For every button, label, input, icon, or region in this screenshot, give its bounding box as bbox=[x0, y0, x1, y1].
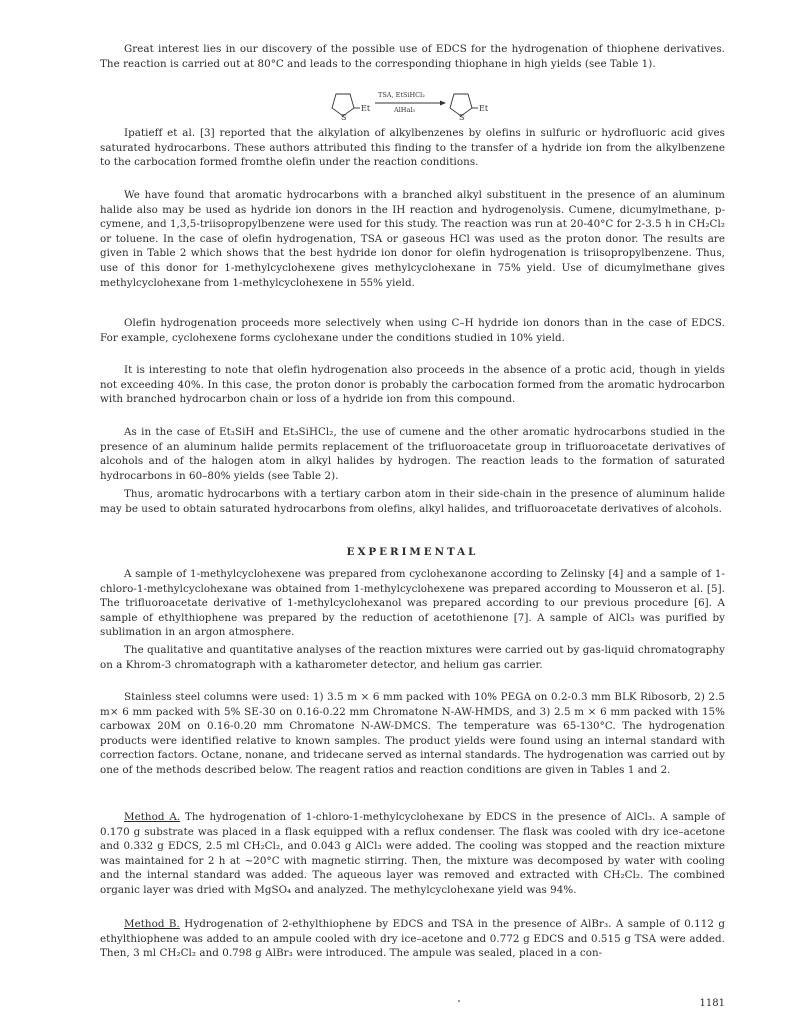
reagent-bottom-label: AlHal₃ bbox=[394, 106, 416, 114]
reaction-scheme bbox=[330, 88, 500, 122]
paragraph-columns: Stainless steel columns were used: 1) 3.5 m × 6 mm packed with 10% PEGA on 0.2-0.3 mm BLK Ribosorb, 2) 2.5 m× 6 mm packed with 5% SE-30 on 0.16-0.22 mm Chromatone N-AW-HMDS, and 3) 2.5 m × 6 mm packed with 15% carbowax 20M on 0.16-0.20 mm Chromatone N-AW-DMCS. The temperature was 65-130°C. The hydrogenation products were identified relative to known samples. The product yields were found using an internal standard with correction factors. Octane, nonane, and tridecane served as internal standards. The hydrogenation was carried out by one of the methods described below. The reagent ratios and reaction conditions are given in Tables 1 and 2. bbox=[100, 691, 725, 776]
reagent-top-label: TSA, EtSiHCl₂ bbox=[378, 91, 425, 99]
reaction-arrow bbox=[375, 91, 446, 114]
paragraph-trifluoroacetate: As in the case of Et₃SiH and Et₃SiHCl₂, the use of cumene and the other aromatic hydrocarbons studied in the presence of an aluminum halide permits replacement of the trifluoroacetate group in trifluoroacetate derivatives of alcohols and of the halogen atom in alkyl halides by hydrogen. The reaction leads to the formation of saturated hydrocarbons in 60–80% yields (see Table 2). bbox=[100, 426, 725, 482]
paragraph-method-b bbox=[100, 917, 725, 961]
paragraph-sample-preparation: A sample of 1-methylcyclohexene was prepared from cyclohexanone according to Zelinsky [4] and a sample of 1-chloro-1-methylcyclohexane was obtained from 1-methylcyclohexene was prepared according to Mousseron et al. [5]. The trifluoroacetate derivative of 1-methylcyclohexanol was prepared according to our previous procedure [6]. A sample of ethylthiophene was prepared by the reduction of acetothienone [7]. A sample of AlCl₃ was purified by sublimation in an argon atmosphere. bbox=[100, 568, 725, 639]
paragraph-method-a bbox=[100, 810, 725, 898]
paragraph-no-protic-acid: It is interesting to note that olefin hydrogenation also proceeds in the absence of a protic acid, though in yields not exceeding 40%. In this case, the proton donor is probably the carbocation formed from the aromatic hydrocarbon with branched hydrocarbon chain or loss of a hydride ion from this compound. bbox=[100, 364, 725, 406]
paragraph-thiophene-hydrogenation: Great interest lies in our discovery of the possible use of EDCS for the hydrogenation of thiophene derivatives. The reaction is carried out at 80°C and leads to the corresponding thiophane in high yields (see Table 1). bbox=[100, 43, 725, 70]
scan-speck bbox=[458, 1000, 460, 1002]
sulfur-atom-left: S bbox=[341, 113, 347, 122]
page-number: 1181 bbox=[699, 998, 725, 1009]
paragraph-olefin-selectivity: Olefin hydrogenation proceeds more selectively when using C–H hydride ion donors than in the case of EDCS. For example, cyclohexene forms cyclohexane under the conditions studied in 10% yield. bbox=[100, 317, 725, 344]
sulfur-atom-right: S bbox=[459, 113, 465, 122]
method-b-title: Method B. bbox=[124, 918, 180, 930]
paragraph-ipatieff: Ipatieff et al. [3] reported that the alkylation of alkylbenzenes by olefins in sulfuric or hydrofluoric acid gives saturated hydrocarbons. These authors attributed this finding to the transfer of a hydride ion from the alkylbenzene to the carbocation formed fromthe olefin under the reaction conditions. bbox=[100, 127, 725, 169]
ethyl-right: Et bbox=[479, 104, 489, 113]
thiophane-ring-right bbox=[450, 94, 489, 122]
method-a-text: The hydrogenation of 1-chloro-1-methylcyclohexane by EDCS in the presence of AlCl₃. A sample of 0.170 g substrate was placed in a flask equipped with a reflux condenser. The flask was cooled with dry ice–acetone and 0.332 g EDCS, 2.5 ml CH₂Cl₂, and 0.043 g AlCl₃ were added. The cooling was stopped and the reaction mixture was maintained for 2 h at ∼20°C with magnetic stirring. Then, the mixture was decomposed by water with cooling and the internal standard was added. The aqueous layer was removed and extracted with CH₂Cl₂. The combined organic layer was dried with MgSO₄ and analyzed. The methylcyclohexane yield was 94%. bbox=[100, 811, 725, 896]
paragraph-analysis: The qualitative and quantitative analyses of the reaction mixtures were carried out by gas-liquid chromatography on a Khrom-3 chromatograph with a katharometer detector, and helium gas carrier. bbox=[100, 644, 725, 671]
ethyl-left: Et bbox=[361, 104, 371, 113]
paragraph-aromatic-donors: We have found that aromatic hydrocarbons with a branched alkyl substituent in the presence of an aluminum halide also may be used as hydride ion donors in the IH reaction and hydrogenolysis. Cumene, dicumylmethane, p-cymene, and 1,3,5-triisopropylbenzene were used for this study. The reaction was run at 20-40°C for 2-3.5 h in CH₂Cl₂ or toluene. In the case of olefin hydrogenation, TSA or gaseous HCl was used as the proton donor. The results are given in Table 2 which shows that the best hydride ion donor for olefin hydrogenation is triisopropylbenzene. Thus, use of this donor for 1-methylcyclohexene gives methylcyclohexane in 75% yield. Use of dicumylmethane gives methylcyclohexane from 1-methylcyclohexene in 55% yield. bbox=[100, 189, 725, 289]
section-heading-experimental: EXPERIMENTAL bbox=[346, 546, 479, 558]
paragraph-conclusion: Thus, aromatic hydrocarbons with a tertiary carbon atom in their side-chain in the presence of aluminum halide may be used to obtain saturated hydrocarbons from olefins, alkyl halides, and trifluoroacetate derivatives of alcohols. bbox=[100, 488, 725, 515]
method-b-text: Hydrogenation of 2-ethylthiophene by EDCS and TSA in the presence of AlBr₃. A sample of 0.112 g ethylthiophene was added to an ampule cooled with dry ice–acetone and 0.772 g EDCS and 0.515 g TSA were added. Then, 3 ml CH₂Cl₂ and 0.798 g AlBr₃ were introduced. The ampule was sealed, placed in a con- bbox=[100, 918, 725, 960]
method-a-title: Method A. bbox=[124, 811, 181, 823]
thiophene-ring-left bbox=[332, 94, 371, 122]
